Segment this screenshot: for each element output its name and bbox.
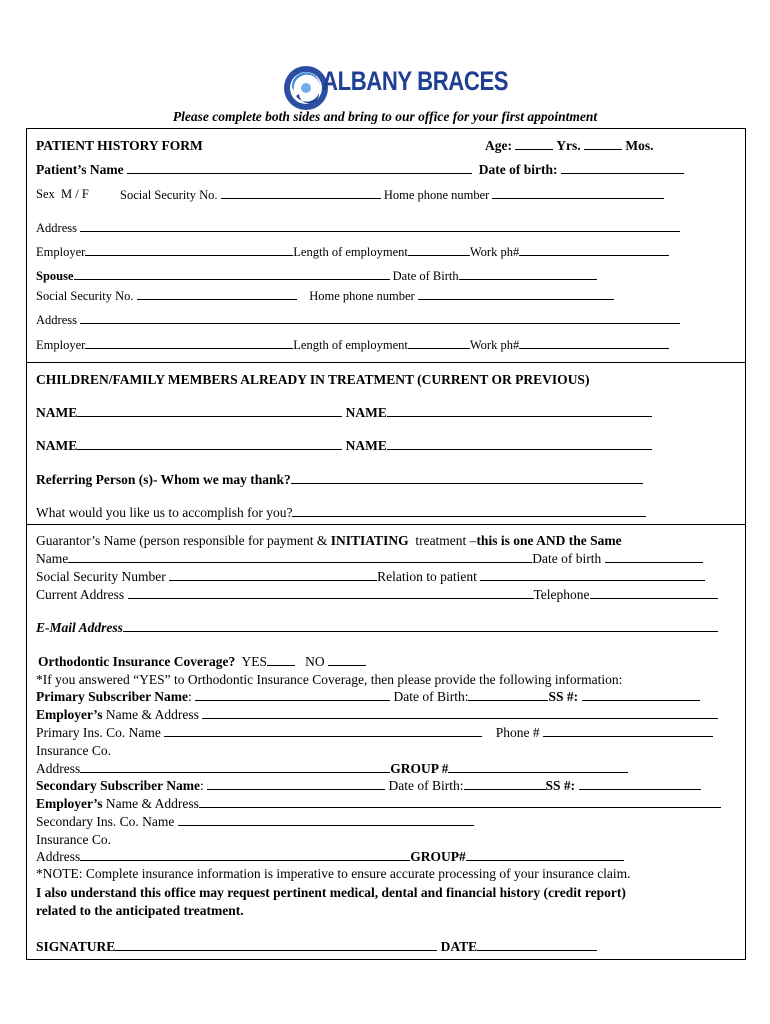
primary-co-field[interactable] <box>164 724 482 737</box>
spouse-row: Spouse Date of Birth <box>36 267 597 285</box>
family-name-field[interactable] <box>387 437 652 450</box>
spouse-ssn-field[interactable] <box>137 287 297 300</box>
spouse-address-row: Address <box>36 311 680 329</box>
primary-dob-field[interactable] <box>468 688 548 701</box>
patient-ssn-row: Social Security No. Home phone number <box>120 186 664 204</box>
primary-employer-field[interactable] <box>202 706 718 719</box>
secondary-employer-row: Employer’s Name & Address <box>36 795 721 812</box>
guarantor-intro: Guarantor’s Name (person responsible for payment & INITIATING treatment –this is one AND the Same <box>36 533 622 548</box>
family-name-row-2: NAME NAME <box>36 437 652 454</box>
signature-row: SIGNATURE DATE <box>36 938 597 955</box>
spouse-work-phone-field[interactable] <box>519 336 669 349</box>
family-name-field[interactable] <box>387 404 652 417</box>
spouse-address-field[interactable] <box>80 311 680 324</box>
if-yes-text: *If you answered “YES” to Orthodontic Insurance Coverage, then please provide the following information: <box>36 672 623 687</box>
email-row: E-Mail Address <box>36 619 718 636</box>
note-text: *NOTE: Complete insurance information is imperative to ensure accurate processing of your insurance claim. <box>36 866 631 881</box>
primary-subscriber-field[interactable] <box>195 688 390 701</box>
section-divider <box>26 362 746 363</box>
spouse-length-field[interactable] <box>408 336 470 349</box>
spouse-ssn-row: Social Security No. Home phone number <box>36 287 614 305</box>
patient-home-phone-field[interactable] <box>492 186 664 199</box>
accomplish-field[interactable] <box>292 504 646 517</box>
secondary-subscriber-row: Secondary Subscriber Name: Date of Birth: SS #: <box>36 777 701 794</box>
patient-name-row: Patient’s Name Date of birth: <box>36 161 684 178</box>
secondary-subscriber-field[interactable] <box>207 777 385 790</box>
secondary-ss-field[interactable] <box>579 777 701 790</box>
spouse-home-phone-field[interactable] <box>418 287 614 300</box>
accomplish-row: What would you like us to accomplish for you? <box>36 504 646 521</box>
patient-ssn-field[interactable] <box>221 186 381 199</box>
guarantor-ssn-field[interactable] <box>169 568 377 581</box>
signature-field[interactable] <box>115 938 437 951</box>
spouse-dob-field[interactable] <box>459 267 597 280</box>
guarantor-ssn-row: Social Security Number Relation to patient <box>36 568 705 585</box>
understand-text-2: related to the anticipated treatment. <box>36 903 244 918</box>
coverage-row: Orthodontic Insurance Coverage? YES NO <box>38 653 366 670</box>
form-title: PATIENT HISTORY FORM <box>36 138 203 153</box>
guarantor-name-field[interactable] <box>68 550 532 563</box>
secondary-dob-field[interactable] <box>464 777 546 790</box>
primary-co-row: Primary Ins. Co. Name Phone # <box>36 724 713 741</box>
sex-label: Sex M / F <box>36 187 89 201</box>
age-row: Age: Yrs. Mos. <box>485 138 654 153</box>
patient-address-field[interactable] <box>80 219 680 232</box>
patient-dob-field[interactable] <box>561 161 684 174</box>
spouse-employer-row: Employer Length of employment Work ph# <box>36 336 669 354</box>
secondary-address-field[interactable] <box>80 848 410 861</box>
patient-address-row: Address <box>36 219 680 237</box>
primary-address-field[interactable] <box>80 760 390 773</box>
brand-name: ALBANY BRACES <box>322 66 509 96</box>
family-name-row-1: NAME NAME <box>36 404 652 421</box>
guarantor-address-field[interactable] <box>128 586 534 599</box>
patient-length-field[interactable] <box>408 243 470 256</box>
age-years-field[interactable] <box>515 137 553 150</box>
instructions: Please complete both sides and bring to our office for your first appointment <box>172 109 598 124</box>
family-name-field[interactable] <box>77 404 342 417</box>
primary-group-field[interactable] <box>448 760 628 773</box>
spouse-employer-field[interactable] <box>85 336 293 349</box>
coverage-no-field[interactable] <box>328 653 366 666</box>
patient-employer-row: Employer Length of employment Work ph# <box>36 243 669 261</box>
insurance-co-label-2: Insurance Co. <box>36 832 111 847</box>
primary-subscriber-row: Primary Subscriber Name: Date of Birth: SS #: <box>36 688 700 705</box>
insurance-co-label: Insurance Co. <box>36 743 111 758</box>
secondary-group-field[interactable] <box>466 848 624 861</box>
guarantor-relation-field[interactable] <box>480 568 705 581</box>
guarantor-telephone-field[interactable] <box>590 586 718 599</box>
patient-name-field[interactable] <box>127 161 472 174</box>
date-field[interactable] <box>477 938 597 951</box>
secondary-co-field[interactable] <box>178 813 474 826</box>
guarantor-address-row: Current Address Telephone <box>36 586 718 603</box>
primary-address-row: Address GROUP # <box>36 760 628 777</box>
coverage-yes-field[interactable] <box>267 653 295 666</box>
section-divider <box>26 524 746 525</box>
guarantor-name-row: Name Date of birth <box>36 550 703 567</box>
referring-field[interactable] <box>291 471 643 484</box>
patient-work-phone-field[interactable] <box>519 243 669 256</box>
secondary-co-row: Secondary Ins. Co. Name <box>36 813 474 830</box>
understand-text-1: I also understand this office may request pertinent medical, dental and financial history (credit report) <box>36 885 626 900</box>
family-name-field[interactable] <box>77 437 342 450</box>
age-months-field[interactable] <box>584 137 622 150</box>
secondary-employer-field[interactable] <box>199 795 721 808</box>
spouse-name-field[interactable] <box>74 267 390 280</box>
guarantor-dob-field[interactable] <box>605 550 703 563</box>
email-field[interactable] <box>123 619 718 632</box>
primary-ss-field[interactable] <box>582 688 700 701</box>
referring-row: Referring Person (s)- Whom we may thank? <box>36 471 643 488</box>
patient-employer-field[interactable] <box>85 243 293 256</box>
primary-phone-field[interactable] <box>543 724 713 737</box>
family-heading: CHILDREN/FAMILY MEMBERS ALREADY IN TREATMENT (CURRENT OR PREVIOUS) <box>36 372 590 387</box>
primary-employer-row: Employer’s Name & Address <box>36 706 718 723</box>
secondary-address-row: Address GROUP# <box>36 848 624 865</box>
